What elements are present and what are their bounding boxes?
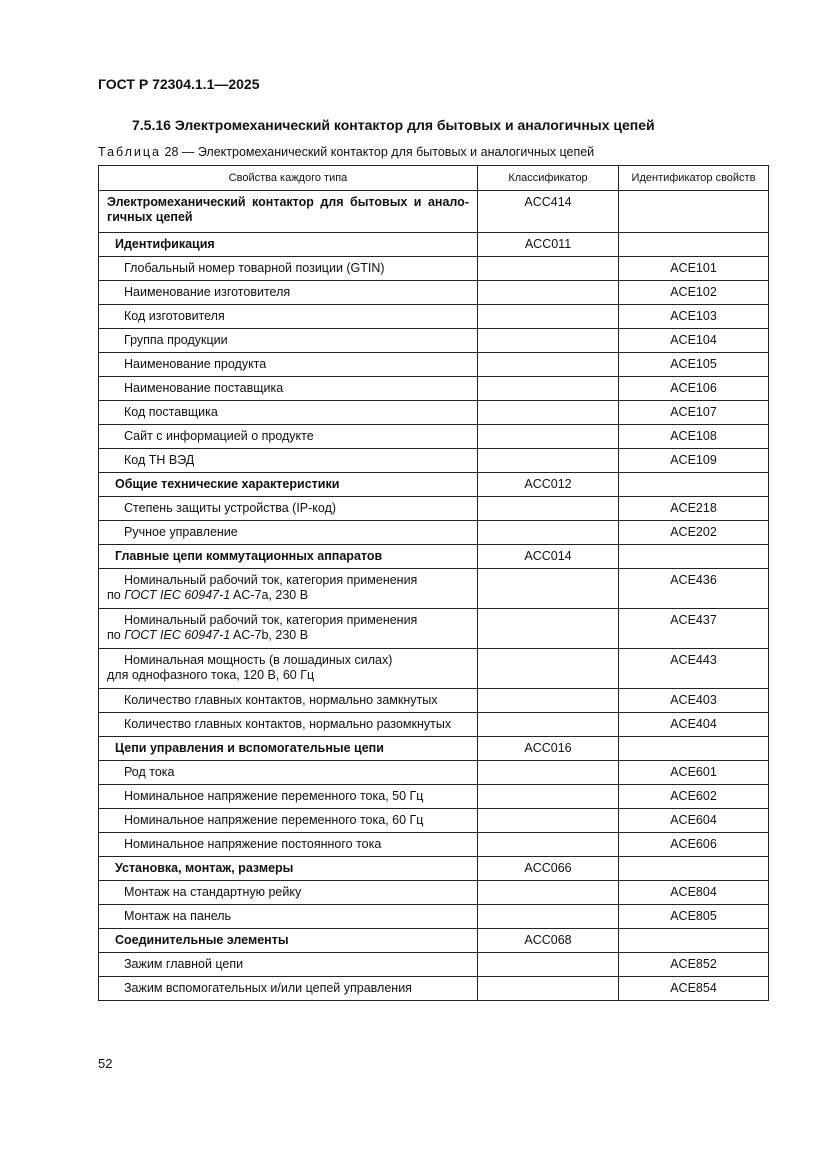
property-name xyxy=(99,609,478,649)
identifier-cell xyxy=(619,857,769,881)
property-name xyxy=(99,649,478,689)
table-row xyxy=(99,497,769,521)
table-row xyxy=(99,713,769,737)
classifier-cell xyxy=(478,689,619,713)
table-row xyxy=(99,305,769,329)
classifier-cell xyxy=(478,497,619,521)
table-row xyxy=(99,377,769,401)
group-name: Соединительные элементы xyxy=(99,929,478,953)
identifier-cell: ACE804 xyxy=(619,881,769,905)
classifier-cell xyxy=(478,281,619,305)
identifier-cell: ACE202 xyxy=(619,521,769,545)
classifier-cell xyxy=(478,785,619,809)
property-name: Количество главных контактов, нормально замкнутых xyxy=(99,689,478,713)
identifier-cell: ACE109 xyxy=(619,449,769,473)
table-row xyxy=(99,521,769,545)
table-row xyxy=(99,761,769,785)
table-row xyxy=(99,329,769,353)
property-name: Группа продукции xyxy=(99,329,478,353)
table-row xyxy=(99,281,769,305)
table-row xyxy=(99,833,769,857)
standard-reference: ГОСТ IEC 60947-1 xyxy=(124,628,231,642)
property-name: Зажим вспомогательных и/или цепей управления xyxy=(99,977,478,1001)
table-row xyxy=(99,401,769,425)
table-row xyxy=(99,881,769,905)
standard-reference: ГОСТ IEC 60947-1 xyxy=(124,588,231,602)
property-line2-suffix: AC-7b, 230 В xyxy=(230,628,309,642)
property-name: Сайт с информацией о продукте xyxy=(99,425,478,449)
identifier-cell: ACE404 xyxy=(619,713,769,737)
table-row xyxy=(99,191,769,233)
identifier-cell xyxy=(619,233,769,257)
identifier-cell xyxy=(619,737,769,761)
table-row xyxy=(99,473,769,497)
classifier-cell xyxy=(478,401,619,425)
identifier-cell xyxy=(619,545,769,569)
identifier-cell: ACE602 xyxy=(619,785,769,809)
table-row xyxy=(99,785,769,809)
table-row xyxy=(99,857,769,881)
classifier-cell xyxy=(478,881,619,905)
table-row xyxy=(99,977,769,1001)
property-name: Количество главных контактов, нормально разомкнутых xyxy=(99,713,478,737)
table-row xyxy=(99,545,769,569)
property-name: Наименование изготовителя xyxy=(99,281,478,305)
header-identifier: Идентификатор свойств xyxy=(619,166,769,191)
table-row xyxy=(99,689,769,713)
property-line1: Номинальный рабочий ток, категория применения xyxy=(124,613,418,627)
classifier-cell xyxy=(478,569,619,609)
identifier-cell: ACE436 xyxy=(619,569,769,609)
classifier-cell: ACC066 xyxy=(478,857,619,881)
property-name: Степень защиты устройства (IP-код) xyxy=(99,497,478,521)
identifier-cell: ACE805 xyxy=(619,905,769,929)
classifier-cell xyxy=(478,761,619,785)
property-name: Наименование поставщика xyxy=(99,377,478,401)
classifier-cell xyxy=(478,329,619,353)
classifier-cell: ACC014 xyxy=(478,545,619,569)
table-row xyxy=(99,609,769,649)
property-name: Род тока xyxy=(99,761,478,785)
identifier-cell xyxy=(619,929,769,953)
classifier-cell xyxy=(478,905,619,929)
table-header-row xyxy=(99,166,769,191)
identifier-cell: ACE604 xyxy=(619,809,769,833)
classifier-cell xyxy=(478,353,619,377)
classifier-cell xyxy=(478,953,619,977)
classifier-cell xyxy=(478,449,619,473)
classifier-cell xyxy=(478,377,619,401)
document-id: ГОСТ Р 72304.1.1—2025 xyxy=(98,76,260,92)
identifier-cell: ACE107 xyxy=(619,401,769,425)
property-name: Код поставщика xyxy=(99,401,478,425)
identifier-cell: ACE403 xyxy=(619,689,769,713)
table-row xyxy=(99,425,769,449)
property-name: Электромеханический контактор для бытовых и аналогичных цепей xyxy=(99,191,478,233)
group-name: Общие технические характеристики xyxy=(99,473,478,497)
section-title: 7.5.16 Электромеханический контактор для бытовых и аналогичных цепей xyxy=(132,117,655,133)
property-line2: по xyxy=(107,588,125,602)
classifier-cell xyxy=(478,833,619,857)
classifier-cell xyxy=(478,521,619,545)
table-caption-label: Таблица xyxy=(98,145,162,159)
table-caption xyxy=(98,145,594,159)
properties-table xyxy=(98,165,769,1001)
page-number: 52 xyxy=(98,1056,113,1071)
property-name: Монтаж на панель xyxy=(99,905,478,929)
identifier-cell: ACE443 xyxy=(619,649,769,689)
property-name: Монтаж на стандартную рейку xyxy=(99,881,478,905)
property-line1: Номинальная мощность (в лошадиных силах) xyxy=(124,653,393,667)
identifier-cell xyxy=(619,191,769,233)
table-caption-text: 28 — Электромеханический контактор для бытовых и аналогичных цепей xyxy=(161,145,595,159)
table-row xyxy=(99,929,769,953)
identifier-cell: ACE852 xyxy=(619,953,769,977)
classifier-cell xyxy=(478,257,619,281)
property-name: Наименование продукта xyxy=(99,353,478,377)
classifier-cell: ACC012 xyxy=(478,473,619,497)
property-name: Номинальное напряжение переменного тока, 60 Гц xyxy=(99,809,478,833)
header-classifier: Классификатор xyxy=(478,166,619,191)
property-name: Зажим главной цепи xyxy=(99,953,478,977)
classifier-cell: ACC414 xyxy=(478,191,619,233)
identifier-cell: ACE102 xyxy=(619,281,769,305)
header-properties: Свойства каждого типа xyxy=(99,166,478,191)
identifier-cell: ACE601 xyxy=(619,761,769,785)
property-name: Номинальное напряжение постоянного тока xyxy=(99,833,478,857)
identifier-cell: ACE108 xyxy=(619,425,769,449)
classifier-cell: ACC068 xyxy=(478,929,619,953)
group-name: Идентификация xyxy=(99,233,478,257)
table-row xyxy=(99,569,769,609)
table-row xyxy=(99,353,769,377)
table-row xyxy=(99,649,769,689)
classifier-cell xyxy=(478,425,619,449)
property-line1: Номинальный рабочий ток, категория применения xyxy=(124,573,418,587)
classifier-cell xyxy=(478,649,619,689)
identifier-cell: ACE103 xyxy=(619,305,769,329)
table-row xyxy=(99,233,769,257)
classifier-cell xyxy=(478,809,619,833)
classifier-cell: ACC011 xyxy=(478,233,619,257)
property-line2: для однофазного тока, 120 В, 60 Гц xyxy=(107,668,315,682)
table-row xyxy=(99,953,769,977)
classifier-cell xyxy=(478,305,619,329)
property-line2: по xyxy=(107,628,125,642)
identifier-cell: ACE104 xyxy=(619,329,769,353)
identifier-cell: ACE101 xyxy=(619,257,769,281)
group-name: Цепи управления и вспомогательные цепи xyxy=(99,737,478,761)
table-row xyxy=(99,905,769,929)
group-name: Главные цепи коммутационных аппаратов xyxy=(99,545,478,569)
identifier-cell: ACE105 xyxy=(619,353,769,377)
table-row xyxy=(99,449,769,473)
identifier-cell: ACE106 xyxy=(619,377,769,401)
property-name: Глобальный номер товарной позиции (GTIN) xyxy=(99,257,478,281)
group-name: Установка, монтаж, размеры xyxy=(99,857,478,881)
property-name xyxy=(99,569,478,609)
classifier-cell xyxy=(478,609,619,649)
identifier-cell xyxy=(619,473,769,497)
table-row xyxy=(99,737,769,761)
property-name: Код изготовителя xyxy=(99,305,478,329)
identifier-cell: ACE606 xyxy=(619,833,769,857)
property-name: Номинальное напряжение переменного тока, 50 Гц xyxy=(99,785,478,809)
table-row xyxy=(99,257,769,281)
classifier-cell: ACC016 xyxy=(478,737,619,761)
property-line2-suffix: AC-7a, 230 В xyxy=(230,588,309,602)
identifier-cell: ACE218 xyxy=(619,497,769,521)
property-name: Ручное управление xyxy=(99,521,478,545)
classifier-cell xyxy=(478,713,619,737)
identifier-cell: ACE437 xyxy=(619,609,769,649)
identifier-cell: ACE854 xyxy=(619,977,769,1001)
table-row xyxy=(99,809,769,833)
property-name: Код ТН ВЭД xyxy=(99,449,478,473)
classifier-cell xyxy=(478,977,619,1001)
